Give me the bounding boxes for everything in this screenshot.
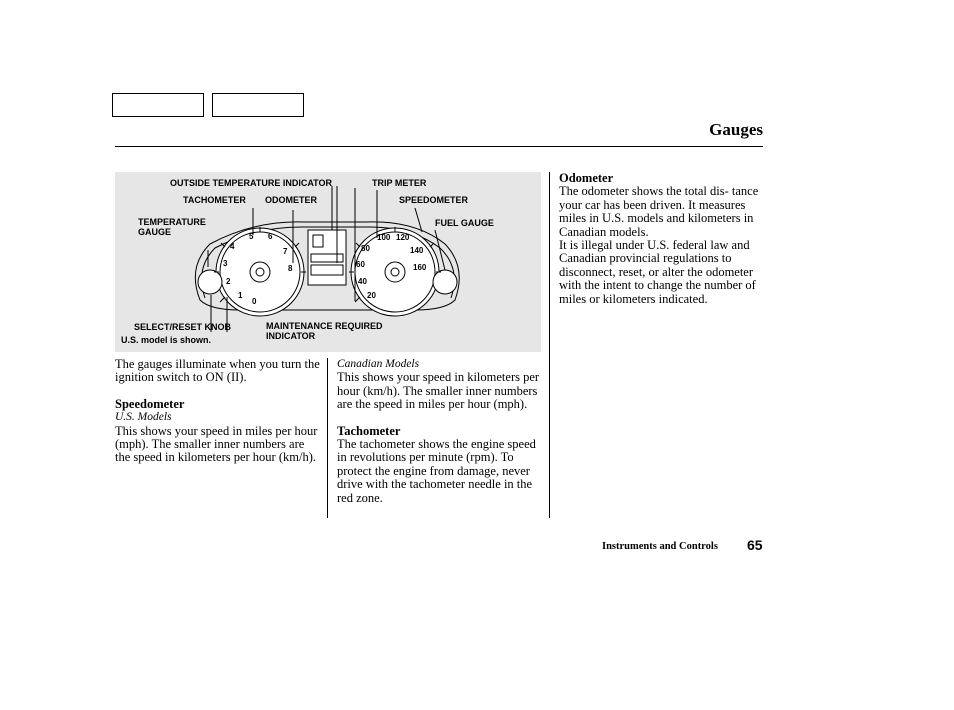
tach-number: 0: [252, 297, 257, 306]
figure-caption: U.S. model is shown.: [121, 335, 212, 345]
label-odometer: ODOMETER: [265, 195, 318, 205]
tachometer-heading: Tachometer: [337, 423, 401, 438]
label-tachometer: TACHOMETER: [183, 195, 246, 205]
tachometer-text: The tachometer shows the engine speed in revolutions per minute (rpm). To protect the engine from damage, never drive with the tachometer needle in the red zone.: [337, 437, 536, 505]
footer-section-title: Instruments and Controls: [602, 541, 718, 552]
column-2: [337, 358, 542, 505]
speed-number: 160: [413, 263, 427, 272]
intro-text: The gauges illuminate when you turn the ignition switch to ON (II).: [115, 357, 320, 385]
odometer-text: The odometer shows the total dis- tance your car has been driven. It measures miles in U.S. models and kilometers in Canadian models.: [559, 184, 759, 239]
tach-number: 6: [268, 232, 273, 241]
speed-number: 60: [356, 260, 365, 269]
odometer-legal-text: It is illegal under U.S. federal law and Canadian provincial regulations to disconnect, reset, or alter the odometer with the intent to change the number of miles or kilometers indicated.: [559, 238, 756, 306]
column-divider-1: [327, 358, 328, 518]
speed-number: 140: [410, 246, 424, 255]
label-select-reset-knob: SELECT/RESET KNOB: [134, 322, 232, 332]
title-rule: [115, 146, 763, 147]
column-3: [559, 172, 764, 306]
label-temperature-gauge: TEMPERATURE GAUGE: [138, 217, 206, 237]
label-speedometer: SPEEDOMETER: [399, 195, 469, 205]
us-models-label: U.S. Models: [115, 411, 172, 424]
label-maintenance-required: MAINTENANCE REQUIRED INDICATOR: [266, 321, 383, 341]
speed-number: 120: [396, 233, 410, 242]
nav-tab-2[interactable]: [212, 93, 304, 117]
canadian-models-label: Canadian Models: [337, 358, 420, 370]
tach-number: 8: [288, 264, 293, 273]
column-1: [115, 358, 320, 465]
label-outside-temperature: OUTSIDE TEMPERATURE INDICATOR: [170, 178, 333, 188]
tach-number: 7: [283, 247, 288, 256]
speed-number: 40: [358, 277, 367, 286]
tach-number: 1: [238, 291, 243, 300]
speed-number: 20: [367, 291, 376, 300]
tach-number: 2: [226, 277, 231, 286]
nav-tab-1[interactable]: [112, 93, 204, 117]
label-trip-meter: TRIP METER: [372, 178, 427, 188]
tach-number: 5: [249, 232, 254, 241]
us-speedometer-text: This shows your speed in miles per hour (mph). The smaller inner numbers are the speed in kilometers per hour (km/h).: [115, 423, 318, 465]
label-fuel-gauge: FUEL GAUGE: [435, 218, 494, 228]
speed-number: 80: [361, 244, 370, 253]
column-divider-2: [549, 172, 550, 518]
tach-number: 3: [223, 259, 228, 268]
gauge-figure: [115, 172, 541, 352]
odometer-heading: Odometer: [559, 171, 614, 185]
page-number: 65: [747, 537, 763, 553]
page-title: Gauges: [709, 120, 763, 139]
speedometer-heading: Speedometer: [115, 396, 185, 411]
tach-number: 4: [230, 242, 235, 251]
canadian-speedometer-text: This shows your speed in kilometers per hour (km/h). The smaller inner numbers are the speed in miles per hour (mph).: [337, 370, 540, 412]
speed-number: 100: [377, 233, 391, 242]
